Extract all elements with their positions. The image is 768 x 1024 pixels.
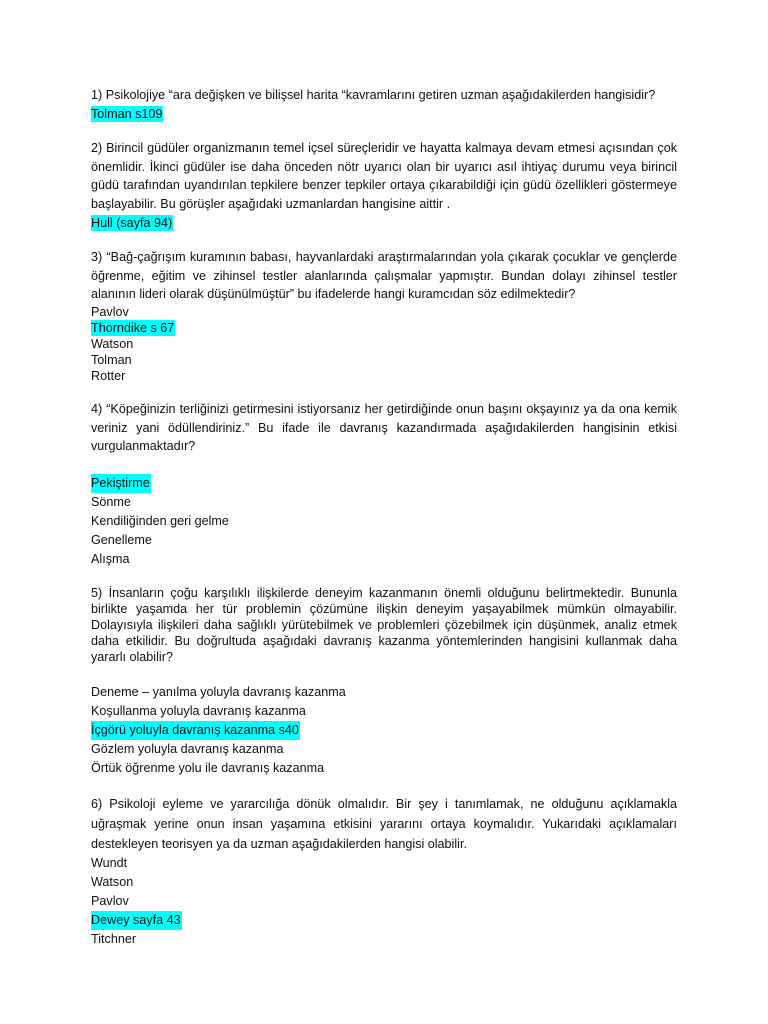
question-text: 1) Psikolojiye “ara değişken ve bilişsel harita “kavramlarını getiren uzman aşağıdakilerden hangisidir? <box>91 88 656 102</box>
spacer <box>91 456 677 474</box>
spacer <box>91 665 677 683</box>
option: Deneme – yanılma yoluyla davranış kazanma <box>91 684 346 699</box>
option: Watson <box>91 874 134 889</box>
option: Wundt <box>91 855 128 870</box>
question-6 <box>91 794 677 949</box>
question-3 <box>91 248 677 384</box>
option: Örtük öğrenme yolu ile davranış kazanma <box>91 760 325 775</box>
option: Tolman <box>91 352 132 367</box>
question-5 <box>91 585 677 778</box>
question-text: 3) “Bağ-çağrışım kuramının babası, hayvanlardaki araştırmalarından yola çıkarak çocuklar ve gençlerde öğrenme, eğitim ve zihinsel testler alanlarında çalışmalar yapmıştır. Bundan dolayı zihinsel testler alanının lideri olarak düşünülmüştür” bu ifadelerde hangi kuramcıdan söz edilmektedir? <box>91 250 677 302</box>
option: Pavlov <box>91 893 129 908</box>
question-text: 4) “Köpeğinizin terliğinizi getirmesini istiyorsanız her getirdiğinde onun başını okşayınız ya da ona kemik veriniz yani ödüllendiriniz.” Bu ifade ile davranış kazandırmada aşağıdakilerden hangisinin etkisi vurgulanmaktadır? <box>91 401 677 454</box>
question-text: 2) Birincil güdüler organizmanın temel içsel süreçleridir ve hayatta kalmaya devam etmesi açısından çok önemlidir. İkinci güdüler ise daha önceden nötr uyarıcı olan bir uyarıcı asıl ihtiyaç durumu veya birincil güdü tarafından uyandırılan tepkilere benzer tepkiler ortaya çıkarabildiği için güdü özellikleri göstermeye başlayabilir. Bu görüşler aşağıdaki uzmanlardan hangisine aittir . <box>91 141 677 211</box>
option: Gözlem yoluyla davranış kazanma <box>91 741 284 756</box>
option-highlighted: İçgörü yoluyla davranış kazanma s40 <box>91 721 300 740</box>
option: Titchner <box>91 931 137 946</box>
question-1 <box>91 86 677 123</box>
option: Pavlov <box>91 304 129 319</box>
option-highlighted: Thorndike s 67 <box>91 320 175 335</box>
option: Watson <box>91 336 134 351</box>
question-text: 6) Psikoloji eyleme ve yararcılığa dönük olmalıdır. Bir şey i tanımlamak, ne olduğunu açıklamakla uğraşmak yerine onun insan yaşamına etkisini yararını ortaya koymalıdır. Yukarıdaki açıklamaları destekleyen teorisyen ya da uzman aşağıdakilerden hangisi olabilir. <box>91 796 677 851</box>
option: Kendiliğinden geri gelme <box>91 513 229 528</box>
option: Alışma <box>91 551 130 566</box>
option: Rotter <box>91 368 126 383</box>
option: Koşullanma yoluyla davranış kazanma <box>91 703 306 718</box>
question-text: 5) İnsanların çoğu karşılıklı ilişkilerde deneyim kazanmanın önemli olduğunu belirtmektedir. Bununla birlikte yaşamda her tür problemin çözümüne ilişkin deneyim yaşayabilmek mümkün olmayabilir. Dolayısıyla ilişkileri daha sağlıklı yürütebilmek ve problemleri çözebilmek için düşünmek, analiz etmek daha etkilidir. Bu doğrultuda aşağıdaki davranış kazanma yöntemlerinden hangisini kullanmak daha yararlı olabilir? <box>91 585 677 664</box>
answer-highlight: Hull (sayfa 94) <box>91 215 173 230</box>
option-highlighted: Pekiştirme <box>91 474 151 493</box>
document-page <box>91 86 677 965</box>
option-highlighted: Dewey sayfa 43 <box>91 911 182 930</box>
question-4 <box>91 400 677 569</box>
option: Genelleme <box>91 532 152 547</box>
answer-highlight: Tolman s109 <box>91 106 163 121</box>
option: Sönme <box>91 494 131 509</box>
question-2 <box>91 139 677 232</box>
